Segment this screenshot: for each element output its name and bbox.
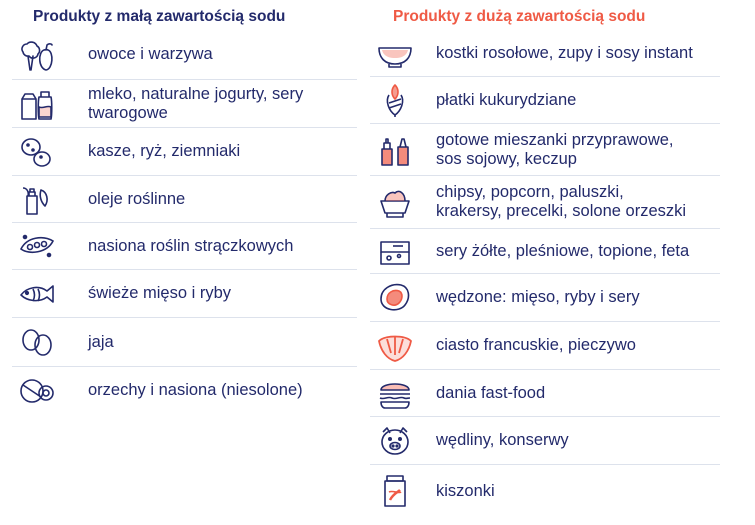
legumes-icon	[12, 226, 62, 266]
sauce-bottles-icon	[370, 130, 420, 170]
list-item	[370, 370, 720, 417]
high-sodium-title: Produkty z dużą zawartością sodu	[393, 8, 646, 25]
item-label: płatki kukurydziane	[436, 90, 577, 109]
high-sodium-list	[365, 30, 755, 517]
list-item	[370, 77, 720, 124]
item-label: kiszonki	[436, 481, 495, 500]
pickle-jar-icon	[370, 471, 420, 511]
pig-icon	[370, 421, 420, 461]
croissant-icon	[370, 326, 420, 366]
list-item	[370, 176, 720, 229]
item-label: kasze, ryż, ziemniaki	[88, 142, 241, 160]
item-label: jaja	[88, 332, 114, 351]
list-item	[370, 274, 720, 322]
list-item	[12, 30, 357, 80]
item-label: wędzone: mięso, ryby i sery	[436, 288, 640, 306]
item-label: mleko, naturalne jogurty, sery twarogowe	[88, 84, 304, 122]
snacks-icon	[370, 182, 420, 222]
item-label: chipsy, popcorn, paluszki, krakersy, precelki, solone orzeszki	[436, 183, 687, 220]
eggs-icon	[12, 322, 62, 362]
list-item	[370, 322, 720, 370]
high-sodium-column	[365, 0, 755, 517]
item-label: orzechy i nasiona (niesolone)	[88, 381, 303, 399]
item-label: sery żółte, pleśniowe, topione, feta	[436, 241, 690, 260]
corn-flakes-icon	[370, 80, 420, 120]
list-item	[12, 318, 357, 367]
soup-bowl-icon	[370, 33, 420, 73]
low-sodium-list	[0, 30, 360, 414]
item-label: oleje roślinne	[88, 189, 186, 208]
list-item	[370, 417, 720, 465]
vegetable-oil-icon	[12, 179, 62, 219]
item-label: nasiona roślin strączkowych	[88, 236, 294, 255]
list-item	[370, 229, 720, 274]
potatoes-grains-icon	[12, 132, 62, 172]
low-sodium-title: Produkty z małą zawartością sodu	[33, 8, 286, 25]
list-item	[12, 270, 357, 318]
item-label: kostki rosołowe, zupy i sosy instant	[436, 43, 693, 62]
list-item	[12, 80, 357, 128]
list-item	[370, 124, 720, 176]
item-label: owoce i warzywa	[88, 45, 213, 63]
fruit-vegetables-icon	[12, 35, 62, 75]
burger-icon	[370, 373, 420, 413]
item-label: ciasto francuskie, pieczywo	[436, 336, 636, 354]
list-item	[12, 367, 357, 414]
list-item	[12, 176, 357, 223]
dairy-icon	[12, 84, 62, 124]
item-label: świeże mięso i ryby	[88, 284, 232, 302]
cheese-icon	[370, 231, 420, 271]
list-item	[12, 223, 357, 270]
fish-icon	[12, 274, 62, 314]
item-label: gotowe mieszanki przyprawowe, sos sojowy, keczup	[436, 130, 674, 168]
list-item	[370, 30, 720, 77]
low-sodium-column	[0, 0, 360, 414]
item-label: dania fast-food	[436, 383, 546, 402]
smoked-meat-icon	[370, 278, 420, 318]
list-item	[370, 465, 720, 517]
item-label: wędliny, konserwy	[436, 431, 569, 449]
nuts-icon	[12, 371, 62, 411]
list-item	[12, 128, 357, 176]
